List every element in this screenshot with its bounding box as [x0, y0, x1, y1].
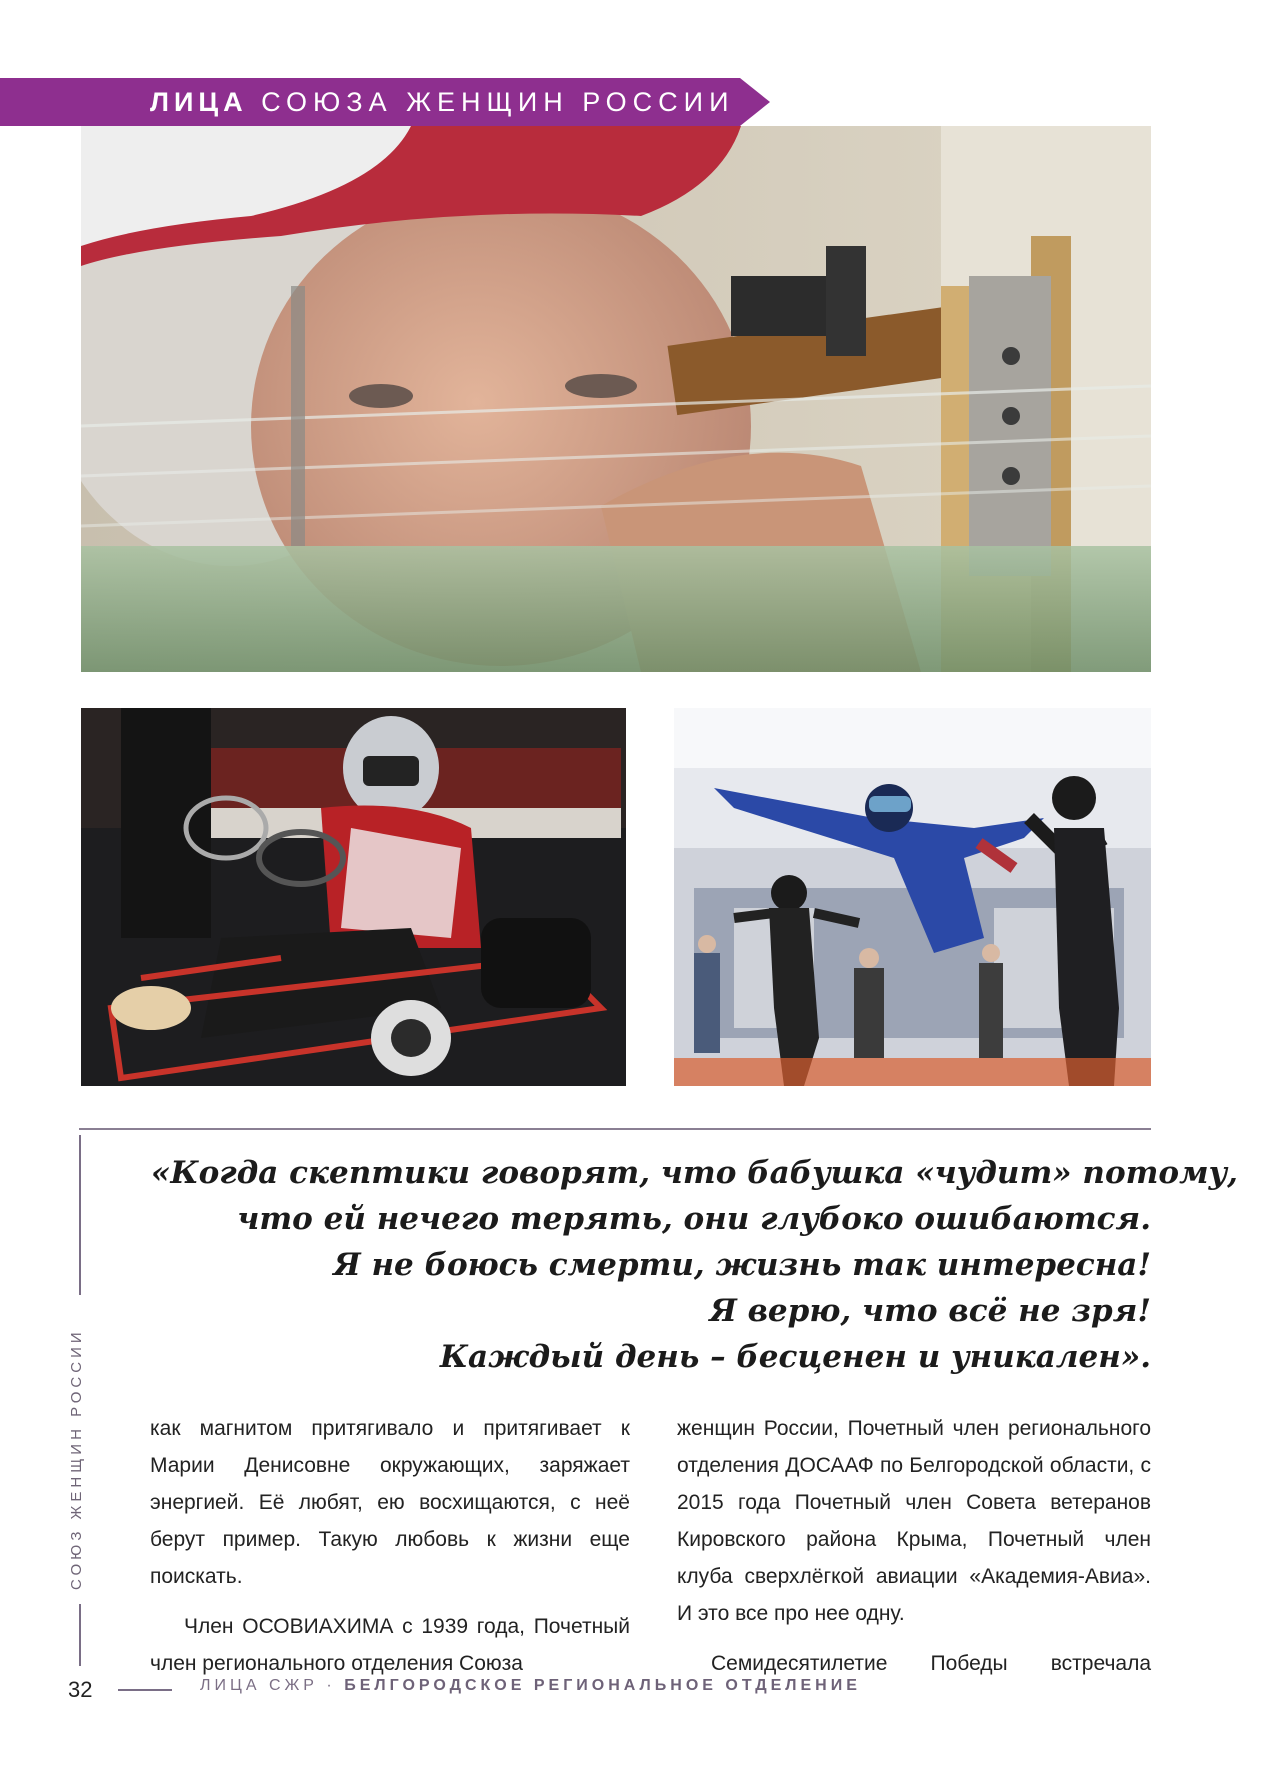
footer-rule [118, 1689, 172, 1691]
footer-separator: · [326, 1677, 336, 1694]
quote-line: Я верю, что всё не зря! [709, 1293, 1151, 1329]
body-paragraph: женщин России, Почетный член регионального отделения ДОСААФ по Белгородской области, с 2015 года Почетный член Совета ветеранов Кировского района Крыма, Почетный член клуба сверхлёгкой авиации «Академия-Авиа». И это все про нее одну. [677, 1417, 1151, 1625]
body-column-left [150, 1410, 630, 1695]
sidebar-rule-top [79, 1135, 81, 1295]
quote-line: Каждый день – бесценен и уникален». [439, 1339, 1151, 1375]
pull-quote [151, 1150, 1238, 1380]
quote-top-rule [79, 1128, 1151, 1130]
footer-left-text: ЛИЦА СЖР [200, 1677, 318, 1694]
footer-running-title [200, 1677, 861, 1695]
sidebar-rule-bottom [79, 1604, 81, 1666]
body-column-right [677, 1410, 1151, 1695]
quote-line: Я не боюсь смерти, жизнь так интересна! [333, 1247, 1151, 1283]
page-number: 32 [68, 1677, 93, 1702]
body-paragraph: как магнитом притягивало и притягивает к Марии Денисовне окружающих, заряжает энергией. Её любят, ею восхищаются, с неё берут пример. Такую любовь к жизни еще поискать. [150, 1417, 630, 1588]
sidebar-vertical-label: СОЮЗ ЖЕНЩИН РОССИИ [68, 1328, 85, 1590]
section-header-bold: ЛИЦА [150, 87, 248, 117]
photo-karting [81, 708, 626, 1086]
body-paragraph: Член ОСОВИАХИМА с 1939 года, Почетный член регионального отделения Союза [150, 1615, 630, 1675]
quote-line: «Когда скептики говорят, что бабушка «чудит» потому, [151, 1155, 1238, 1191]
main-photo-shooting [81, 126, 1151, 672]
quote-line: что ей нечего терять, они глубоко ошибаются. [237, 1201, 1151, 1237]
footer-right-text: БЕЛГОРОДСКОЕ РЕГИОНАЛЬНОЕ ОТДЕЛЕНИЕ [344, 1677, 861, 1694]
section-header-rest: СОЮЗА ЖЕНЩИН РОССИИ [261, 87, 735, 117]
section-header [150, 78, 734, 126]
body-paragraph: Семидесятилетие Победы встречала [711, 1652, 1151, 1675]
photo-wind-tunnel [674, 708, 1151, 1086]
